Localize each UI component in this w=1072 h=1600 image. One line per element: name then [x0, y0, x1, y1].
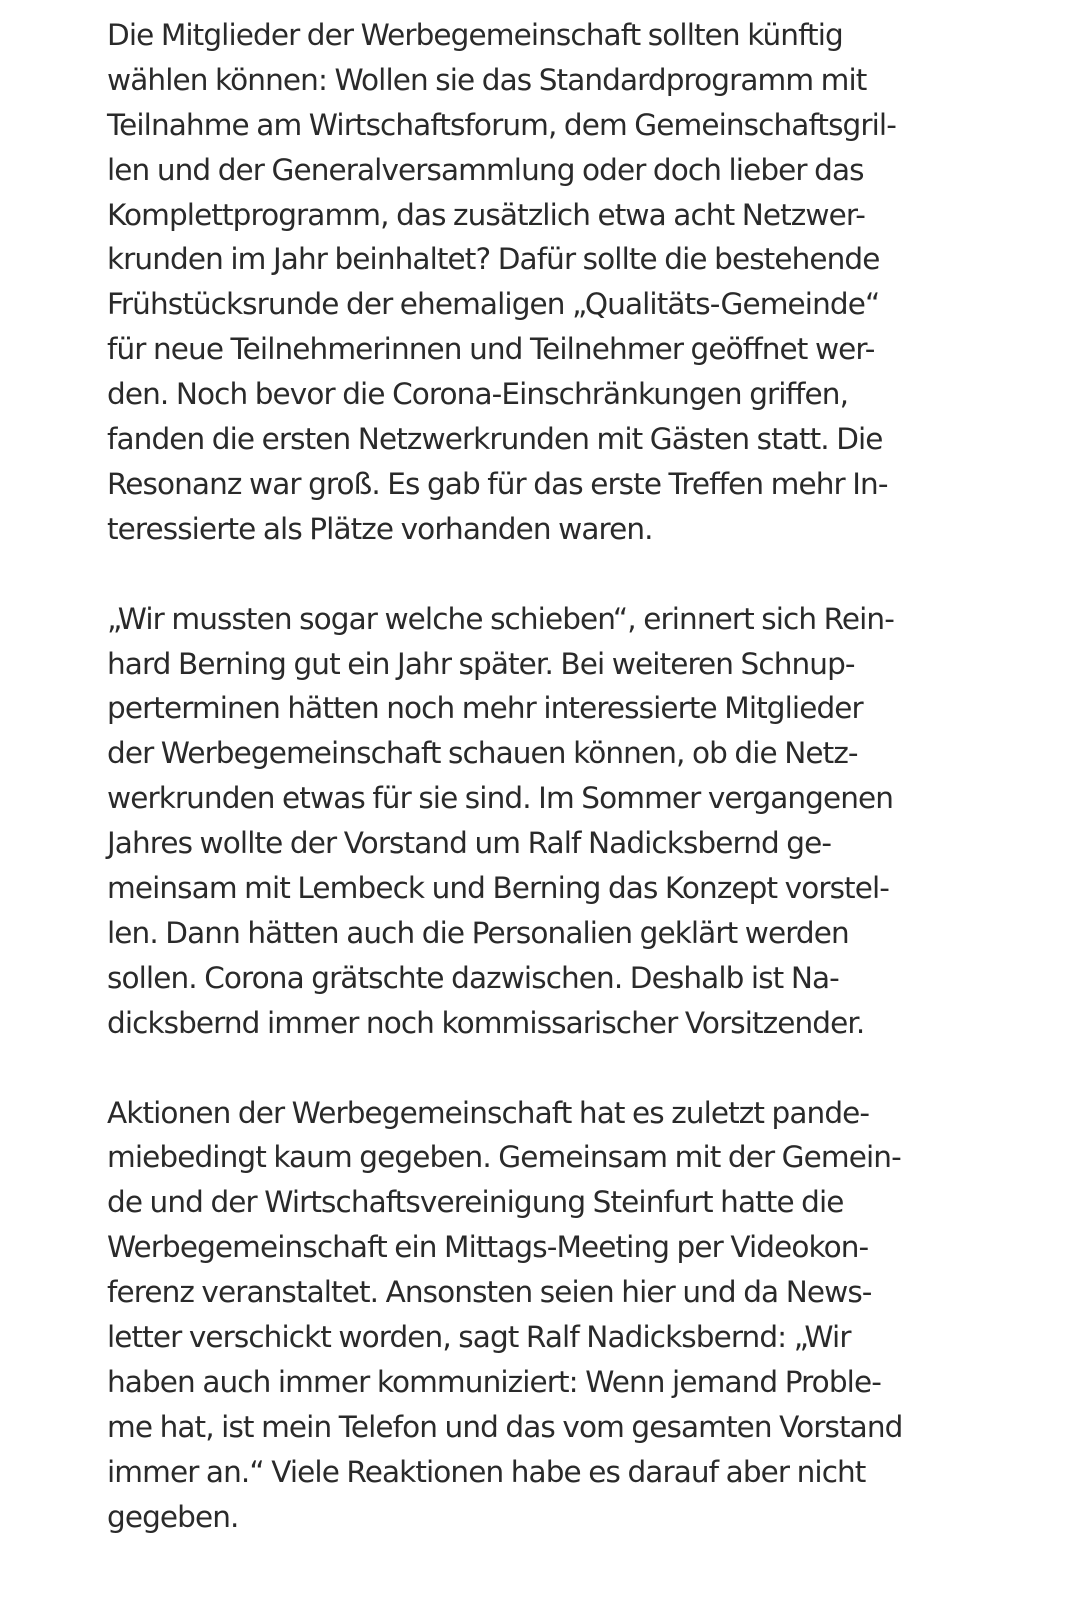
text-line: der Werbegemeinschaft schauen können, ob die Netz- — [107, 736, 858, 771]
text-line: letter verschickt worden, sagt Ralf Nadicksbernd: „Wir — [107, 1320, 851, 1355]
text-line: wählen können: Wollen sie das Standardprogramm mit — [107, 62, 867, 97]
text-line: Werbegemeinschaft ein Mittags-Meeting per Videokon- — [107, 1230, 869, 1265]
text-line: krunden im Jahr beinhaltet? Dafür sollte die bestehende — [107, 242, 880, 277]
text-line: teressierte als Plätze vorhanden waren. — [107, 511, 653, 546]
text-line: „Wir mussten sogar welche schieben“, erinnert sich Rein- — [107, 601, 894, 636]
paragraph-pandemic-actions — [107, 1091, 977, 1540]
text-line: len und der Generalversammlung oder doch lieber das — [107, 152, 864, 187]
text-line: me hat, ist mein Telefon und das vom gesamten Vorstand — [107, 1409, 903, 1444]
text-line: gegeben. — [107, 1499, 239, 1534]
text-line: Teilnahme am Wirtschaftsforum, dem Gemeinschaftsgril- — [107, 107, 896, 142]
paragraph-berning-quote — [107, 597, 977, 1046]
text-line: immer an.“ Viele Reaktionen habe es darauf aber nicht — [107, 1454, 866, 1489]
text-line: Aktionen der Werbegemeinschaft hat es zuletzt pande- — [107, 1095, 870, 1130]
text-line: für neue Teilnehmerinnen und Teilnehmer geöffnet wer- — [107, 332, 875, 367]
text-line: werkrunden etwas für sie sind. Im Sommer vergangenen — [107, 781, 894, 816]
text-line: ferenz veranstaltet. Ansonsten seien hier und da News- — [107, 1275, 872, 1310]
text-line: len. Dann hätten auch die Personalien geklärt werden — [107, 915, 849, 950]
text-line: dicksbernd immer noch kommissarischer Vorsitzender. — [107, 1005, 865, 1040]
text-line: fanden die ersten Netzwerkrunden mit Gästen statt. Die — [107, 422, 883, 457]
text-line: Frühstücksrunde der ehemaligen „Qualitäts-Gemeinde“ — [107, 287, 880, 322]
text-line: Komplettprogramm, das zusätzlich etwa acht Netzwer- — [107, 197, 865, 232]
text-line: den. Noch bevor die Corona-Einschränkungen griffen, — [107, 377, 849, 412]
text-line: Die Mitglieder der Werbegemeinschaft sollten künftig — [107, 18, 843, 52]
text-line: de und der Wirtschaftsvereinigung Steinfurt hatte die — [107, 1185, 844, 1220]
text-line: miebedingt kaum gegeben. Gemeinsam mit der Gemein- — [107, 1140, 901, 1175]
paragraph-membership-options — [107, 13, 977, 552]
text-line: hard Berning gut ein Jahr später. Bei weiteren Schnup- — [107, 646, 855, 681]
text-line: haben auch immer kommuniziert: Wenn jemand Proble- — [107, 1364, 881, 1399]
text-line: Resonanz war groß. Es gab für das erste Treffen mehr In- — [107, 466, 888, 501]
text-line: Jahres wollte der Vorstand um Ralf Nadicksbernd ge- — [107, 826, 832, 861]
text-line: perterminen hätten noch mehr interessierte Mitglieder — [107, 691, 863, 726]
text-line: meinsam mit Lembeck und Berning das Konzept vorstel- — [107, 871, 889, 906]
article-body — [107, 13, 977, 1540]
text-line: sollen. Corona grätschte dazwischen. Deshalb ist Na- — [107, 960, 839, 995]
